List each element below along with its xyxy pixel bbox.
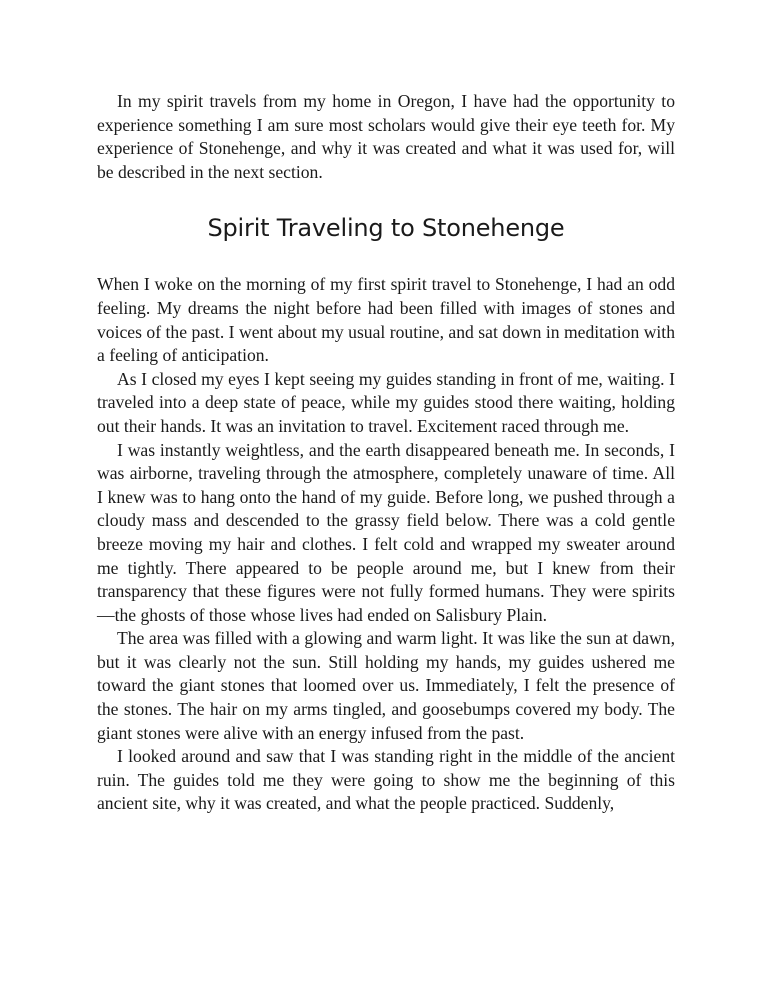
body-paragraph-2: As I closed my eyes I kept seeing my guides standing in front of me, waiting. I traveled into a deep state of peace, while my guides stood there waiting, holding out their hands. It was an invitation to travel. Excitement raced through me. [97, 368, 675, 436]
body-paragraph-4: The area was filled with a glowing and warm light. It was like the sun at dawn, but it was clearly not the sun. Still holding my hands, my guides ushered me toward the giant stones that loomed over us. Immediately, I felt the presence of the stones. The hair on my arms tingled, and goosebumps covered my body. The giant stones were alive with an energy infused from the past. [97, 628, 675, 743]
intro-paragraph: In my spirit travels from my home in Oregon, I have had the opportunity to experience something I am sure most scholars would give their eye teeth for. My experience of Stonehenge, and why it was created and what it was used for, will be described in the next section. [97, 91, 675, 182]
body-paragraph-3: I was instantly weightless, and the earth disappeared beneath me. In seconds, I was airborne, traveling through the atmosphere, completely unaware of time. All I knew was to hang onto the hand of my guide. Before long, we pushed through a cloudy mass and descended to the grassy field below. There was a cold gentle breeze moving my hair and clothes. I felt cold and wrapped my sweater around me tightly. There appeared to be people around me, but I knew from their transparency that these figures were not fully formed humans. They were spirits—the ghosts of those whose lives had ended on Salisbury Plain. [97, 439, 675, 625]
body-paragraph-1: When I woke on the morning of my first spirit travel to Stonehenge, I had an odd feeling. My dreams the night before had been filled with images of stones and voices of the past. I went about my usual routine, and sat down in meditation with a feeling of anticipation. [97, 274, 675, 366]
book-page [97, 90, 675, 816]
section-heading: Spirit Traveling to Stonehenge [207, 214, 565, 243]
body-paragraph-5: I looked around and saw that I was standing right in the middle of the ancient ruin. The guides told me they were going to show me the beginning of this ancient site, why it was created, and what the people practiced. Suddenly, [97, 746, 675, 814]
